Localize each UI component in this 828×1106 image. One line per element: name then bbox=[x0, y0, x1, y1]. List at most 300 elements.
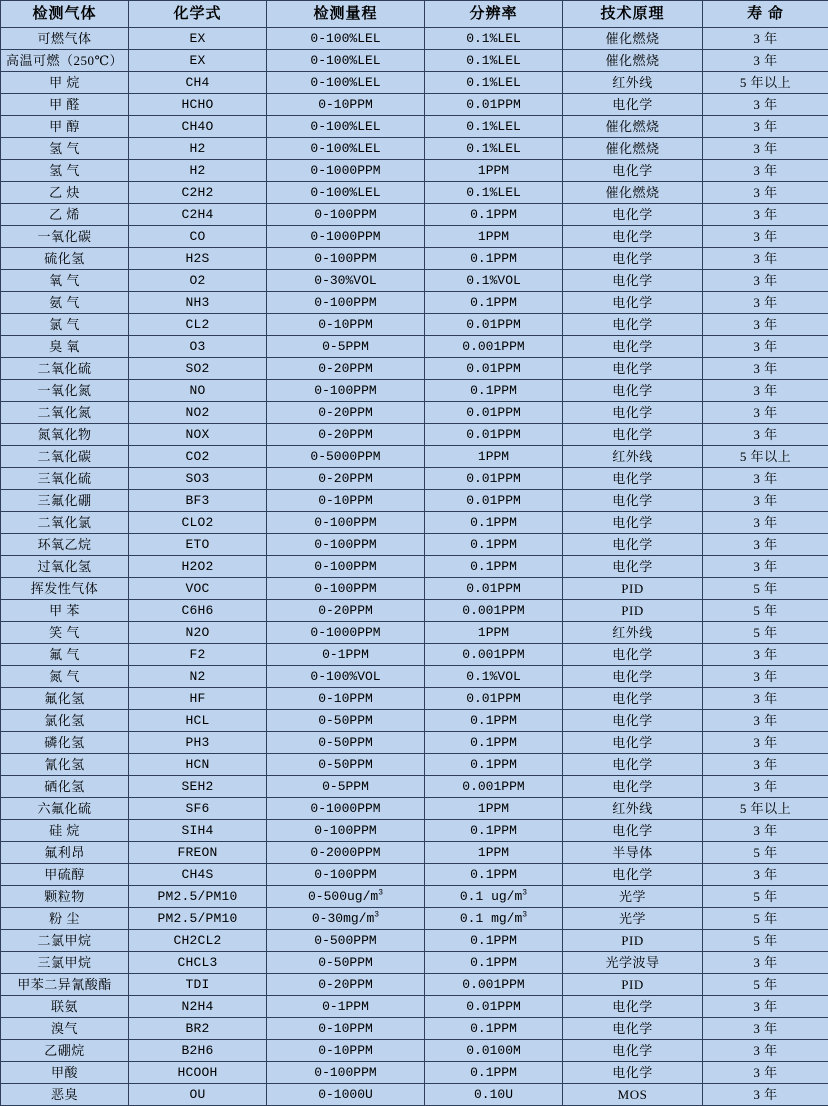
cell-lifespan: 3 年 bbox=[703, 732, 828, 754]
cell-resolution: 1PPM bbox=[425, 622, 563, 644]
cell-resolution: 0.1PPM bbox=[425, 556, 563, 578]
table-row bbox=[1, 182, 828, 204]
cell-technology: MOS bbox=[563, 1084, 703, 1106]
cell-gas-name: 笑 气 bbox=[1, 622, 129, 644]
cell-resolution: 1PPM bbox=[425, 446, 563, 468]
cell-technology: 光学 bbox=[563, 886, 703, 908]
cell-detection-range: 0-10PPM bbox=[267, 688, 425, 710]
cell-gas-name: 氟 气 bbox=[1, 644, 129, 666]
cell-gas-name: 硅 烷 bbox=[1, 820, 129, 842]
table-row bbox=[1, 644, 828, 666]
cell-detection-range: 0-100PPM bbox=[267, 292, 425, 314]
cell-detection-range: 0-1000PPM bbox=[267, 226, 425, 248]
table-row bbox=[1, 930, 828, 952]
table-row bbox=[1, 886, 828, 908]
cell-technology: 电化学 bbox=[563, 820, 703, 842]
cell-detection-range: 0-100PPM bbox=[267, 204, 425, 226]
table-row bbox=[1, 1018, 828, 1040]
cell-gas-name: 氮氧化物 bbox=[1, 424, 129, 446]
cell-detection-range: 0-50PPM bbox=[267, 732, 425, 754]
cell-technology: 电化学 bbox=[563, 688, 703, 710]
cell-resolution: 0.1 $ug/m^3$ bbox=[425, 886, 563, 908]
cell-detection-range: 0-100PPM bbox=[267, 1062, 425, 1084]
cell-resolution: 0.1PPM bbox=[425, 710, 563, 732]
cell-technology: PID bbox=[563, 600, 703, 622]
table-row bbox=[1, 842, 828, 864]
cell-chemical-formula: N2H4 bbox=[129, 996, 267, 1018]
cell-chemical-formula: NO bbox=[129, 380, 267, 402]
cell-technology: 电化学 bbox=[563, 490, 703, 512]
table-row bbox=[1, 226, 828, 248]
cell-lifespan: 3 年 bbox=[703, 468, 828, 490]
table-row bbox=[1, 688, 828, 710]
table-row bbox=[1, 1040, 828, 1062]
cell-technology: 电化学 bbox=[563, 468, 703, 490]
cell-detection-range: 0-100%LEL bbox=[267, 116, 425, 138]
cell-resolution: 0.001PPM bbox=[425, 644, 563, 666]
cell-lifespan: 3 年 bbox=[703, 292, 828, 314]
cell-detection-range: 0-1000PPM bbox=[267, 160, 425, 182]
cell-detection-range: 0-1PPM bbox=[267, 996, 425, 1018]
cell-gas-name: 乙硼烷 bbox=[1, 1040, 129, 1062]
cell-detection-range: 0-100PPM bbox=[267, 248, 425, 270]
cell-technology: 电化学 bbox=[563, 1018, 703, 1040]
cell-gas-name: 甲 烷 bbox=[1, 72, 129, 94]
cell-technology: 光学 bbox=[563, 908, 703, 930]
table-row bbox=[1, 666, 828, 688]
cell-chemical-formula: FREON bbox=[129, 842, 267, 864]
cell-technology: 催化燃烧 bbox=[563, 138, 703, 160]
table-row bbox=[1, 952, 828, 974]
table-row bbox=[1, 600, 828, 622]
column-header-lifespan: 寿 命 bbox=[703, 1, 828, 28]
cell-gas-name: 恶臭 bbox=[1, 1084, 129, 1106]
cell-chemical-formula: HCN bbox=[129, 754, 267, 776]
cell-chemical-formula: ETO bbox=[129, 534, 267, 556]
cell-gas-name: 氟利昂 bbox=[1, 842, 129, 864]
cell-chemical-formula: F2 bbox=[129, 644, 267, 666]
column-header-chemical-formula: 化学式 bbox=[129, 1, 267, 28]
cell-lifespan: 3 年 bbox=[703, 402, 828, 424]
cell-gas-name: 甲 苯 bbox=[1, 600, 129, 622]
cell-lifespan: 5 年 bbox=[703, 622, 828, 644]
cell-resolution: 0.1%VOL bbox=[425, 270, 563, 292]
cell-lifespan: 3 年 bbox=[703, 182, 828, 204]
cell-detection-range: 0-50PPM bbox=[267, 710, 425, 732]
cell-resolution: 0.1PPM bbox=[425, 930, 563, 952]
cell-lifespan: 3 年 bbox=[703, 204, 828, 226]
cell-technology: 电化学 bbox=[563, 336, 703, 358]
cell-chemical-formula: CO bbox=[129, 226, 267, 248]
cell-lifespan: 3 年 bbox=[703, 160, 828, 182]
cell-chemical-formula: CH2CL2 bbox=[129, 930, 267, 952]
cell-chemical-formula: CO2 bbox=[129, 446, 267, 468]
cell-lifespan: 3 年 bbox=[703, 710, 828, 732]
cell-technology: 电化学 bbox=[563, 160, 703, 182]
cell-detection-range: 0-100PPM bbox=[267, 864, 425, 886]
cell-chemical-formula: BF3 bbox=[129, 490, 267, 512]
cell-gas-name: 硫化氢 bbox=[1, 248, 129, 270]
cell-chemical-formula: NOX bbox=[129, 424, 267, 446]
cell-gas-name: 甲 醛 bbox=[1, 94, 129, 116]
table-row bbox=[1, 556, 828, 578]
cell-detection-range: 0-100%VOL bbox=[267, 666, 425, 688]
cell-gas-name: 二氧化氮 bbox=[1, 402, 129, 424]
cell-lifespan: 5 年 bbox=[703, 974, 828, 996]
cell-gas-name: 挥发性气体 bbox=[1, 578, 129, 600]
cell-technology: 光学波导 bbox=[563, 952, 703, 974]
table-row bbox=[1, 380, 828, 402]
cell-gas-name: 氮 气 bbox=[1, 666, 129, 688]
cell-resolution: 0.01PPM bbox=[425, 578, 563, 600]
table-row bbox=[1, 402, 828, 424]
cell-resolution: 1PPM bbox=[425, 798, 563, 820]
cell-resolution: 0.1PPM bbox=[425, 820, 563, 842]
table-row bbox=[1, 160, 828, 182]
cell-gas-name: 颗粒物 bbox=[1, 886, 129, 908]
cell-detection-range: 0-100PPM bbox=[267, 380, 425, 402]
table-row bbox=[1, 138, 828, 160]
table-row bbox=[1, 270, 828, 292]
cell-detection-range: 0-100%LEL bbox=[267, 138, 425, 160]
cell-technology: 电化学 bbox=[563, 644, 703, 666]
cell-chemical-formula: CHCL3 bbox=[129, 952, 267, 974]
cell-chemical-formula: SIH4 bbox=[129, 820, 267, 842]
cell-gas-name: 乙 烯 bbox=[1, 204, 129, 226]
cell-technology: 电化学 bbox=[563, 534, 703, 556]
cell-lifespan: 3 年 bbox=[703, 1040, 828, 1062]
cell-lifespan: 3 年 bbox=[703, 1018, 828, 1040]
cell-technology: 电化学 bbox=[563, 1062, 703, 1084]
cell-detection-range: 0-2000PPM bbox=[267, 842, 425, 864]
cell-chemical-formula: VOC bbox=[129, 578, 267, 600]
cell-lifespan: 3 年 bbox=[703, 490, 828, 512]
cell-resolution: 0.001PPM bbox=[425, 776, 563, 798]
cell-chemical-formula: PM2.5/PM10 bbox=[129, 908, 267, 930]
cell-resolution: 0.1%LEL bbox=[425, 116, 563, 138]
cell-resolution: 0.1%VOL bbox=[425, 666, 563, 688]
cell-lifespan: 3 年 bbox=[703, 336, 828, 358]
cell-chemical-formula: O2 bbox=[129, 270, 267, 292]
cell-resolution: 0.01PPM bbox=[425, 402, 563, 424]
cell-chemical-formula: HCHO bbox=[129, 94, 267, 116]
table-row bbox=[1, 1062, 828, 1084]
table-row bbox=[1, 490, 828, 512]
cell-gas-name: 一氧化氮 bbox=[1, 380, 129, 402]
cell-resolution: 0.1PPM bbox=[425, 864, 563, 886]
table-row bbox=[1, 468, 828, 490]
cell-resolution: 0.01PPM bbox=[425, 996, 563, 1018]
cell-lifespan: 3 年 bbox=[703, 1062, 828, 1084]
cell-technology: 催化燃烧 bbox=[563, 116, 703, 138]
cell-lifespan: 3 年 bbox=[703, 864, 828, 886]
table-row bbox=[1, 446, 828, 468]
cell-gas-name: 环氧乙烷 bbox=[1, 534, 129, 556]
cell-chemical-formula: C2H2 bbox=[129, 182, 267, 204]
cell-lifespan: 3 年 bbox=[703, 820, 828, 842]
cell-technology: 催化燃烧 bbox=[563, 182, 703, 204]
cell-chemical-formula: CH4O bbox=[129, 116, 267, 138]
cell-detection-range: $0-30mg/m^3$ bbox=[267, 908, 425, 930]
cell-technology: 电化学 bbox=[563, 732, 703, 754]
cell-resolution: 0.10U bbox=[425, 1084, 563, 1106]
cell-resolution: 0.1%LEL bbox=[425, 28, 563, 50]
cell-gas-name: 二氧化硫 bbox=[1, 358, 129, 380]
cell-chemical-formula: N2O bbox=[129, 622, 267, 644]
cell-resolution: 1PPM bbox=[425, 226, 563, 248]
cell-gas-name: 氯化氢 bbox=[1, 710, 129, 732]
cell-gas-name: 氰化氢 bbox=[1, 754, 129, 776]
cell-resolution: 0.01PPM bbox=[425, 490, 563, 512]
cell-lifespan: 3 年 bbox=[703, 248, 828, 270]
cell-technology: 半导体 bbox=[563, 842, 703, 864]
cell-chemical-formula: HCOOH bbox=[129, 1062, 267, 1084]
cell-technology: 电化学 bbox=[563, 996, 703, 1018]
cell-chemical-formula: CLO2 bbox=[129, 512, 267, 534]
cell-lifespan: 3 年 bbox=[703, 688, 828, 710]
cell-resolution: 0.1PPM bbox=[425, 248, 563, 270]
cell-resolution: 0.1PPM bbox=[425, 204, 563, 226]
table-row bbox=[1, 864, 828, 886]
cell-lifespan: 3 年 bbox=[703, 666, 828, 688]
cell-chemical-formula: PM2.5/PM10 bbox=[129, 886, 267, 908]
cell-lifespan: 3 年 bbox=[703, 50, 828, 72]
cell-resolution: 0.1PPM bbox=[425, 1062, 563, 1084]
cell-resolution: 0.01PPM bbox=[425, 468, 563, 490]
cell-chemical-formula: O3 bbox=[129, 336, 267, 358]
cell-resolution: 0.001PPM bbox=[425, 600, 563, 622]
cell-resolution: 0.1PPM bbox=[425, 292, 563, 314]
cell-gas-name: 三氟化硼 bbox=[1, 490, 129, 512]
table-row bbox=[1, 424, 828, 446]
cell-detection-range: 0-100PPM bbox=[267, 820, 425, 842]
cell-chemical-formula: EX bbox=[129, 50, 267, 72]
cell-technology: 电化学 bbox=[563, 710, 703, 732]
cell-lifespan: 5 年以上 bbox=[703, 798, 828, 820]
cell-gas-name: 粉 尘 bbox=[1, 908, 129, 930]
cell-technology: 电化学 bbox=[563, 666, 703, 688]
cell-resolution: 0.001PPM bbox=[425, 974, 563, 996]
cell-lifespan: 3 年 bbox=[703, 556, 828, 578]
column-header-resolution: 分辨率 bbox=[425, 1, 563, 28]
cell-resolution: 0.1%LEL bbox=[425, 72, 563, 94]
cell-detection-range: $0-500ug/m^3$ bbox=[267, 886, 425, 908]
cell-gas-name: 氟化氢 bbox=[1, 688, 129, 710]
cell-technology: 红外线 bbox=[563, 446, 703, 468]
cell-detection-range: 0-10PPM bbox=[267, 1040, 425, 1062]
table-row bbox=[1, 776, 828, 798]
cell-lifespan: 3 年 bbox=[703, 952, 828, 974]
table-row bbox=[1, 292, 828, 314]
cell-detection-range: 0-20PPM bbox=[267, 468, 425, 490]
cell-lifespan: 3 年 bbox=[703, 644, 828, 666]
cell-gas-name: 溴气 bbox=[1, 1018, 129, 1040]
table-row bbox=[1, 622, 828, 644]
cell-chemical-formula: H2S bbox=[129, 248, 267, 270]
table-row bbox=[1, 358, 828, 380]
cell-detection-range: 0-100PPM bbox=[267, 512, 425, 534]
cell-gas-name: 六氟化硫 bbox=[1, 798, 129, 820]
cell-gas-name: 甲 醇 bbox=[1, 116, 129, 138]
cell-resolution: 0.01PPM bbox=[425, 358, 563, 380]
cell-technology: 红外线 bbox=[563, 72, 703, 94]
cell-resolution: 0.1PPM bbox=[425, 512, 563, 534]
cell-technology: 电化学 bbox=[563, 204, 703, 226]
table-row bbox=[1, 204, 828, 226]
cell-detection-range: 0-100PPM bbox=[267, 578, 425, 600]
cell-gas-name: 氢 气 bbox=[1, 138, 129, 160]
cell-chemical-formula: SEH2 bbox=[129, 776, 267, 798]
cell-chemical-formula: SO3 bbox=[129, 468, 267, 490]
cell-lifespan: 5 年以上 bbox=[703, 446, 828, 468]
table-body bbox=[1, 28, 828, 1106]
cell-lifespan: 3 年 bbox=[703, 314, 828, 336]
cell-technology: 电化学 bbox=[563, 864, 703, 886]
cell-lifespan: 5 年 bbox=[703, 600, 828, 622]
cell-gas-name: 氨 气 bbox=[1, 292, 129, 314]
cell-detection-range: 0-5PPM bbox=[267, 336, 425, 358]
cell-chemical-formula: TDI bbox=[129, 974, 267, 996]
cell-lifespan: 5 年 bbox=[703, 908, 828, 930]
cell-lifespan: 5 年 bbox=[703, 930, 828, 952]
cell-technology: 电化学 bbox=[563, 314, 703, 336]
cell-chemical-formula: CH4S bbox=[129, 864, 267, 886]
table-row bbox=[1, 94, 828, 116]
cell-gas-name: 一氧化碳 bbox=[1, 226, 129, 248]
cell-chemical-formula: CH4 bbox=[129, 72, 267, 94]
cell-technology: 电化学 bbox=[563, 292, 703, 314]
cell-detection-range: 0-10PPM bbox=[267, 314, 425, 336]
cell-lifespan: 3 年 bbox=[703, 94, 828, 116]
table-row bbox=[1, 72, 828, 94]
cell-lifespan: 3 年 bbox=[703, 116, 828, 138]
cell-chemical-formula: H2 bbox=[129, 160, 267, 182]
table-row bbox=[1, 908, 828, 930]
table-row bbox=[1, 754, 828, 776]
cell-lifespan: 5 年 bbox=[703, 842, 828, 864]
cell-chemical-formula: SF6 bbox=[129, 798, 267, 820]
cell-gas-name: 氢 气 bbox=[1, 160, 129, 182]
table-row bbox=[1, 1084, 828, 1106]
cell-detection-range: 0-100%LEL bbox=[267, 182, 425, 204]
cell-technology: 电化学 bbox=[563, 556, 703, 578]
cell-gas-name: 可燃气体 bbox=[1, 28, 129, 50]
cell-gas-name: 甲苯二异氰酸酯 bbox=[1, 974, 129, 996]
table-row bbox=[1, 710, 828, 732]
cell-detection-range: 0-100%LEL bbox=[267, 50, 425, 72]
cell-detection-range: 0-50PPM bbox=[267, 952, 425, 974]
cell-chemical-formula: H2O2 bbox=[129, 556, 267, 578]
cell-detection-range: 0-100PPM bbox=[267, 556, 425, 578]
cell-technology: 电化学 bbox=[563, 754, 703, 776]
cell-technology: 红外线 bbox=[563, 798, 703, 820]
cell-technology: 电化学 bbox=[563, 424, 703, 446]
cell-gas-name: 氧 气 bbox=[1, 270, 129, 292]
cell-lifespan: 3 年 bbox=[703, 358, 828, 380]
table-row bbox=[1, 336, 828, 358]
cell-resolution: 0.01PPM bbox=[425, 314, 563, 336]
cell-lifespan: 3 年 bbox=[703, 754, 828, 776]
column-header-technology: 技术原理 bbox=[563, 1, 703, 28]
cell-technology: 电化学 bbox=[563, 380, 703, 402]
table-header-row bbox=[1, 1, 828, 28]
cell-detection-range: 0-20PPM bbox=[267, 424, 425, 446]
cell-detection-range: 0-50PPM bbox=[267, 754, 425, 776]
cell-chemical-formula: CL2 bbox=[129, 314, 267, 336]
cell-gas-name: 硒化氢 bbox=[1, 776, 129, 798]
table-row bbox=[1, 578, 828, 600]
table-row bbox=[1, 820, 828, 842]
cell-technology: 电化学 bbox=[563, 248, 703, 270]
cell-lifespan: 3 年 bbox=[703, 270, 828, 292]
cell-technology: 电化学 bbox=[563, 358, 703, 380]
cell-lifespan: 3 年 bbox=[703, 534, 828, 556]
cell-technology: PID bbox=[563, 974, 703, 996]
cell-chemical-formula: EX bbox=[129, 28, 267, 50]
cell-resolution: 0.1%LEL bbox=[425, 50, 563, 72]
cell-resolution: 0.01PPM bbox=[425, 424, 563, 446]
cell-lifespan: 3 年 bbox=[703, 424, 828, 446]
cell-chemical-formula: PH3 bbox=[129, 732, 267, 754]
cell-detection-range: 0-20PPM bbox=[267, 600, 425, 622]
cell-detection-range: 0-20PPM bbox=[267, 358, 425, 380]
cell-technology: 催化燃烧 bbox=[563, 50, 703, 72]
table-row bbox=[1, 798, 828, 820]
table-row bbox=[1, 116, 828, 138]
cell-chemical-formula: OU bbox=[129, 1084, 267, 1106]
cell-detection-range: 0-1000U bbox=[267, 1084, 425, 1106]
cell-detection-range: 0-20PPM bbox=[267, 974, 425, 996]
cell-lifespan: 3 年 bbox=[703, 138, 828, 160]
cell-gas-name: 甲硫醇 bbox=[1, 864, 129, 886]
cell-lifespan: 3 年 bbox=[703, 996, 828, 1018]
cell-technology: PID bbox=[563, 930, 703, 952]
cell-technology: 电化学 bbox=[563, 512, 703, 534]
cell-resolution: 0.01PPM bbox=[425, 94, 563, 116]
cell-detection-range: 0-10PPM bbox=[267, 490, 425, 512]
cell-resolution: 0.0100M bbox=[425, 1040, 563, 1062]
cell-lifespan: 3 年 bbox=[703, 776, 828, 798]
cell-gas-name: 二氧化氯 bbox=[1, 512, 129, 534]
cell-gas-name: 联氨 bbox=[1, 996, 129, 1018]
cell-resolution: 0.1%LEL bbox=[425, 182, 563, 204]
table-row bbox=[1, 512, 828, 534]
cell-lifespan: 3 年 bbox=[703, 226, 828, 248]
cell-technology: 电化学 bbox=[563, 270, 703, 292]
cell-resolution: 0.001PPM bbox=[425, 336, 563, 358]
cell-lifespan: 5 年 bbox=[703, 886, 828, 908]
cell-detection-range: 0-100%LEL bbox=[267, 72, 425, 94]
cell-technology: 红外线 bbox=[563, 622, 703, 644]
cell-gas-name: 三氧化硫 bbox=[1, 468, 129, 490]
cell-detection-range: 0-500PPM bbox=[267, 930, 425, 952]
cell-technology: 电化学 bbox=[563, 94, 703, 116]
cell-chemical-formula: BR2 bbox=[129, 1018, 267, 1040]
cell-detection-range: 0-1PPM bbox=[267, 644, 425, 666]
cell-gas-name: 乙 炔 bbox=[1, 182, 129, 204]
cell-chemical-formula: C6H6 bbox=[129, 600, 267, 622]
cell-resolution: 0.1PPM bbox=[425, 952, 563, 974]
table-row bbox=[1, 974, 828, 996]
table-header bbox=[1, 1, 828, 28]
table-row bbox=[1, 732, 828, 754]
cell-chemical-formula: NH3 bbox=[129, 292, 267, 314]
cell-chemical-formula: HCL bbox=[129, 710, 267, 732]
cell-gas-name: 氯 气 bbox=[1, 314, 129, 336]
cell-detection-range: 0-100%LEL bbox=[267, 28, 425, 50]
cell-chemical-formula: SO2 bbox=[129, 358, 267, 380]
column-header-detection-range: 检测量程 bbox=[267, 1, 425, 28]
